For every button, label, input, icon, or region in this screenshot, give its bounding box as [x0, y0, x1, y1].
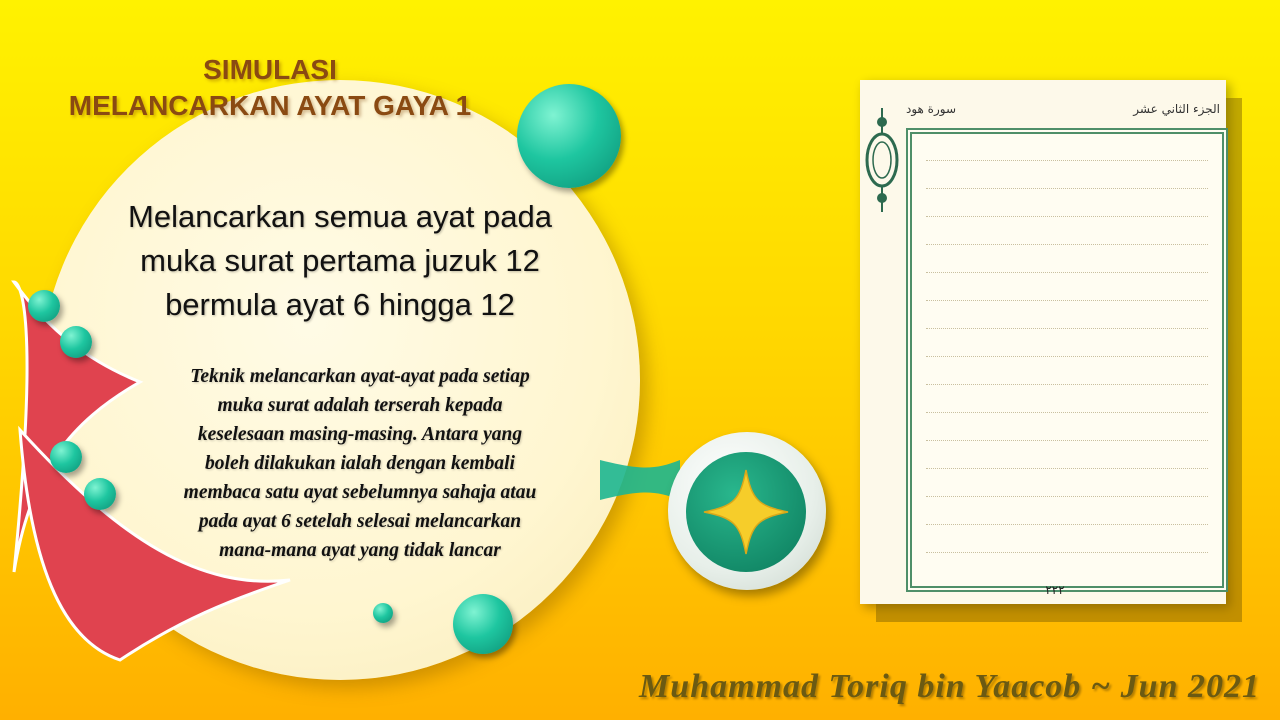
body-line: mana-mana ayat yang tidak lancar	[219, 540, 501, 561]
slide-body-text	[140, 362, 580, 565]
quran-text-line	[926, 428, 1208, 441]
body-line: membaca satu ayat sebelumnya sahaja atau	[183, 482, 537, 503]
quran-text-line	[926, 400, 1208, 413]
body-line: boleh dilakukan ialah dengan kembali	[205, 453, 515, 474]
teal-bubble	[84, 478, 116, 510]
subtitle-line: muka surat pertama juzuk 12	[140, 243, 540, 278]
quran-text-line	[926, 512, 1208, 525]
subtitle-line: bermula ayat 6 hingga 12	[165, 287, 515, 322]
quran-header-left: سورة هود	[906, 102, 957, 116]
juz-medallion-icon	[864, 108, 900, 212]
teal-bubble	[60, 326, 92, 358]
title-line-2: MELANCARKAN AYAT GAYA 1	[68, 90, 472, 121]
quran-text-line	[926, 316, 1208, 329]
teal-bubble	[453, 594, 513, 654]
quran-text-line	[926, 456, 1208, 469]
quran-text-line	[926, 288, 1208, 301]
body-line: pada ayat 6 setelah selesai melancarkan	[198, 511, 522, 532]
four-point-star-icon	[696, 462, 796, 562]
subtitle-line: Melancarkan semua ayat pada	[128, 199, 552, 234]
quran-text-line	[926, 540, 1208, 553]
teal-bubble	[373, 603, 393, 623]
quran-text-line	[926, 148, 1208, 161]
author-credit: Muhammad Toriq bin Yaacob ~ Jun 2021	[639, 668, 1260, 705]
title-line-1: SIMULASI	[203, 54, 337, 85]
quran-text-line	[926, 372, 1208, 385]
quran-page-header	[906, 100, 1226, 122]
quran-text-line	[926, 232, 1208, 245]
quran-text-line	[926, 484, 1208, 497]
quran-text-line	[926, 344, 1208, 357]
teal-bubble	[517, 84, 621, 188]
quran-text-line	[926, 204, 1208, 217]
body-line: muka surat adalah terserah kepada	[217, 395, 503, 416]
slide-title	[30, 52, 510, 124]
body-line: keselesaan masing-masing. Antara yang	[197, 424, 523, 445]
teal-bubble	[50, 441, 82, 473]
teal-bubble	[28, 290, 60, 322]
quran-text-line	[926, 260, 1208, 273]
quran-page-number: ٢٢٢	[1045, 583, 1065, 597]
quran-header-right: الجزء الثاني عشر	[1133, 102, 1220, 116]
body-line: Teknik melancarkan ayat-ayat pada setiap	[190, 366, 530, 387]
quran-text-line	[926, 176, 1208, 189]
quran-text-frame	[906, 128, 1228, 592]
slide-subtitle	[110, 195, 570, 327]
